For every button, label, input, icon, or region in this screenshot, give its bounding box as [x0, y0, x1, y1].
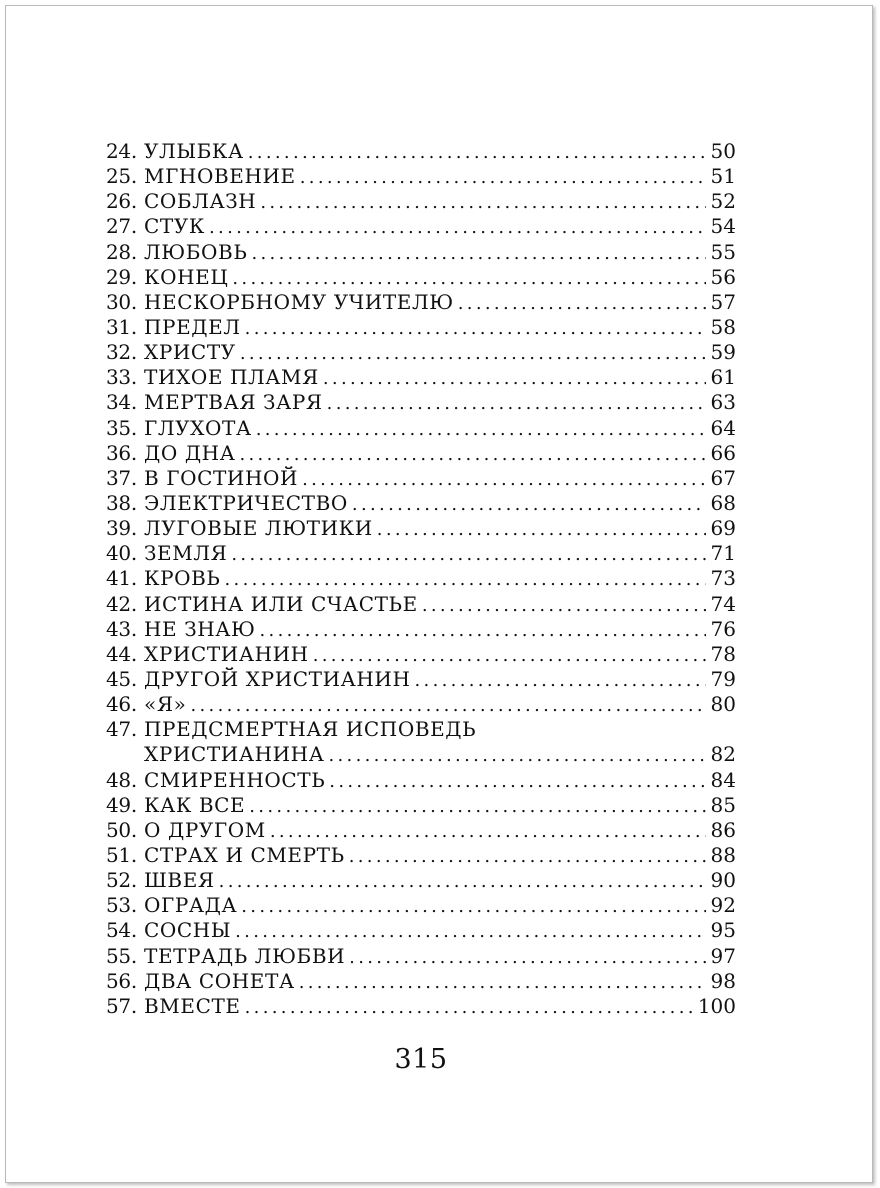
- toc-entry-title: НЕСКОРБНОМУ УЧИТЕЛЮ: [144, 289, 454, 314]
- toc-entry: [106, 944, 736, 969]
- toc-entry-page: 73: [710, 566, 736, 591]
- toc-entry-number: 45.: [106, 666, 137, 691]
- dot-leader: [313, 643, 706, 668]
- toc-entry-page: 66: [710, 440, 736, 465]
- dot-leader: [235, 919, 706, 944]
- toc-entry-number: 48.: [106, 767, 137, 792]
- toc-entry-page: 51: [710, 164, 736, 189]
- dot-leader: [209, 215, 706, 240]
- toc-entry-page: 58: [710, 314, 736, 339]
- toc-entry: [106, 164, 736, 189]
- toc-entry-number: 28.: [106, 239, 137, 264]
- toc-entry: [106, 692, 736, 717]
- dot-leader: [458, 291, 706, 316]
- toc-entry-continuation: [106, 742, 736, 767]
- toc-entry-title-continued: ХРИСТИАНИНА: [144, 742, 325, 767]
- toc-entry-page: 63: [710, 390, 736, 415]
- toc-entry: [106, 491, 736, 516]
- dot-leader: [245, 995, 694, 1020]
- toc-entry: [106, 667, 736, 692]
- toc-entry: [106, 189, 736, 214]
- dot-leader: [241, 894, 706, 919]
- toc-entry-title: ДО ДНА: [144, 440, 236, 465]
- toc-entry-number: 36.: [106, 440, 137, 465]
- dot-leader: [240, 341, 706, 366]
- toc-entry-number: 46.: [106, 692, 137, 717]
- toc-entry-title: СМИРЕННОСТЬ: [144, 767, 326, 792]
- dot-leader: [225, 567, 706, 592]
- toc-entry-page: 79: [710, 666, 736, 691]
- toc-entry-page: 61: [710, 365, 736, 390]
- toc-entry-title: ВМЕСТЕ: [144, 993, 241, 1018]
- dot-leader: [248, 140, 706, 165]
- toc-entry: [106, 818, 736, 843]
- toc-entry-title: ТЕТРАДЬ ЛЮБВИ: [144, 943, 346, 968]
- toc-entry-title: КРОВЬ: [144, 566, 221, 591]
- toc-entry-page: 57: [710, 289, 736, 314]
- toc-entry-title: КОНЕЦ: [144, 264, 229, 289]
- toc-entry: [106, 290, 736, 315]
- dot-leader: [251, 241, 706, 266]
- dot-leader: [260, 190, 706, 215]
- dot-leader: [352, 492, 706, 517]
- toc-entry: [106, 868, 736, 893]
- toc-entry: [106, 994, 736, 1019]
- toc-entry-number: 25.: [106, 164, 137, 189]
- dot-leader: [300, 165, 706, 190]
- toc-entry-number: 54.: [106, 918, 137, 943]
- dot-leader: [349, 945, 706, 970]
- toc-entry-number: 38.: [106, 490, 137, 515]
- dot-leader: [190, 693, 706, 718]
- toc-entry-number: 53.: [106, 893, 137, 918]
- dot-leader: [329, 769, 706, 794]
- toc-entry-page: 59: [710, 340, 736, 365]
- dot-leader: [245, 316, 706, 341]
- toc-entry-title: ЗЕМЛЯ: [144, 541, 228, 566]
- dot-leader: [377, 517, 706, 542]
- toc-entry-page: 98: [710, 968, 736, 993]
- toc-entry-page: 86: [710, 817, 736, 842]
- toc-entry-page: 76: [710, 616, 736, 641]
- dot-leader: [249, 794, 706, 819]
- toc-entry-page: 95: [710, 918, 736, 943]
- toc-entry-page: 100: [697, 993, 736, 1018]
- toc-entry-number: 40.: [106, 541, 137, 566]
- toc-entry: [106, 566, 736, 591]
- toc-entry-number: 49.: [106, 792, 137, 817]
- toc-entry-page: 52: [710, 189, 736, 214]
- dot-leader: [328, 743, 706, 768]
- dot-leader: [256, 417, 706, 442]
- book-page: [5, 5, 873, 1183]
- toc-entry-title: «Я»: [144, 692, 187, 717]
- toc-entry-page: 54: [710, 214, 736, 239]
- toc-entry-page: 55: [710, 239, 736, 264]
- dot-leader: [302, 467, 706, 492]
- toc-entry-number: 39.: [106, 516, 137, 541]
- toc-entry-title: МГНОВЕНИЕ: [144, 164, 296, 189]
- toc-entry-number: 43.: [106, 616, 137, 641]
- dot-leader: [349, 844, 706, 869]
- toc-entry-number: 24.: [106, 139, 137, 163]
- toc-entry-number: 26.: [106, 189, 137, 214]
- toc-entry-number: 31.: [106, 314, 137, 339]
- toc-entry-title: ПРЕДЕЛ: [144, 314, 241, 339]
- toc-entry-title: СТРАХ И СМЕРТЬ: [144, 842, 345, 867]
- toc-entry: [106, 139, 736, 164]
- toc-entry-page: 69: [710, 516, 736, 541]
- toc-entry-page: 74: [710, 591, 736, 616]
- dot-leader: [415, 668, 707, 693]
- toc-entry: [106, 265, 736, 290]
- toc-entry-number: 37.: [106, 465, 137, 490]
- toc-entry-title: ЭЛЕКТРИЧЕСТВО: [144, 490, 348, 515]
- toc-entry-number: 42.: [106, 591, 137, 616]
- toc-entry: [106, 240, 736, 265]
- toc-entry: [106, 214, 736, 239]
- toc-entry-page: 67: [710, 465, 736, 490]
- toc-entry: [106, 717, 736, 742]
- toc-entry: [106, 893, 736, 918]
- toc-entry-number: 41.: [106, 566, 137, 591]
- toc-entry: [106, 793, 736, 818]
- dot-leader: [422, 593, 706, 618]
- toc-entry-page: 56: [710, 264, 736, 289]
- table-of-contents: [106, 139, 736, 1019]
- toc-entry: [106, 365, 736, 390]
- toc-entry-page: 64: [710, 415, 736, 440]
- toc-entry-number: 35.: [106, 415, 137, 440]
- toc-entry: [106, 390, 736, 415]
- toc-entry-page: 92: [710, 893, 736, 918]
- toc-entry-number: 33.: [106, 365, 137, 390]
- toc-entry-title: ХРИСТИАНИН: [144, 641, 309, 666]
- toc-entry-page: 50: [710, 139, 736, 163]
- toc-entry-page: 85: [710, 792, 736, 817]
- dot-leader: [260, 618, 706, 643]
- toc-entry: [106, 315, 736, 340]
- toc-entry-number: 50.: [106, 817, 137, 842]
- toc-entry-number: 30.: [106, 289, 137, 314]
- toc-entry-page: 78: [710, 641, 736, 666]
- toc-entry-page: 80: [710, 692, 736, 717]
- dot-leader: [270, 819, 706, 844]
- toc-entry-title: О ДРУГОМ: [144, 817, 266, 842]
- toc-entry: [106, 969, 736, 994]
- toc-entry-number: 52.: [106, 868, 137, 893]
- toc-entry-title: ИСТИНА ИЛИ СЧАСТЬЕ: [144, 591, 418, 616]
- dot-leader: [323, 366, 706, 391]
- toc-entry-title: ДВА СОНЕТА: [144, 968, 295, 993]
- toc-entry-title: ХРИСТУ: [144, 340, 236, 365]
- toc-entry: [106, 441, 736, 466]
- toc-entry-page: 68: [710, 490, 736, 515]
- toc-entry-page: 88: [710, 842, 736, 867]
- dot-leader: [219, 869, 706, 894]
- dot-leader: [232, 266, 706, 291]
- toc-entry-number: 27.: [106, 214, 137, 239]
- toc-entry-number: 44.: [106, 641, 137, 666]
- toc-entry-number: 47.: [106, 717, 137, 742]
- dot-leader: [231, 542, 706, 567]
- toc-entry-page: 97: [710, 943, 736, 968]
- toc-entry-number: 51.: [106, 842, 137, 867]
- toc-entry-number: 57.: [106, 993, 137, 1018]
- toc-entry-title: СОБЛАЗН: [144, 189, 257, 214]
- toc-entry-title: ПРЕДСМЕРТНАЯ ИСПОВЕДЬ: [144, 717, 477, 742]
- toc-entry: [106, 466, 736, 491]
- toc-entry-title: МЕРТВАЯ ЗАРЯ: [144, 390, 323, 415]
- toc-entry-page: 90: [710, 868, 736, 893]
- toc-entry-title: В ГОСТИНОЙ: [144, 465, 299, 490]
- toc-entry-title: ТИХОЕ ПЛАМЯ: [144, 365, 319, 390]
- toc-entry-title: ШВЕЯ: [144, 868, 215, 893]
- toc-entry: [106, 416, 736, 441]
- toc-entry-title: ДРУГОЙ ХРИСТИАНИН: [144, 666, 411, 691]
- toc-entry-title: ГЛУХОТА: [144, 415, 252, 440]
- toc-entry-title: КАК ВСЕ: [144, 792, 246, 817]
- page-number: 315: [394, 1044, 448, 1075]
- toc-entry: [106, 516, 736, 541]
- toc-entry: [106, 541, 736, 566]
- toc-entry: [106, 843, 736, 868]
- toc-entry-number: 32.: [106, 340, 137, 365]
- toc-entry-number: 56.: [106, 968, 137, 993]
- toc-entry-title: ЛУГОВЫЕ ЛЮТИКИ: [144, 516, 373, 541]
- toc-entry: [106, 617, 736, 642]
- toc-entry-page: 84: [710, 767, 736, 792]
- toc-entry-page: 71: [710, 541, 736, 566]
- dot-leader: [239, 442, 706, 467]
- toc-entry: [106, 340, 736, 365]
- toc-entry-number: 29.: [106, 264, 137, 289]
- toc-entry: [106, 918, 736, 943]
- toc-entry-title: ОГРАДА: [144, 893, 238, 918]
- toc-entry: [106, 642, 736, 667]
- toc-entry-number: 55.: [106, 943, 137, 968]
- toc-entry-title: УЛЫБКА: [144, 139, 244, 163]
- dot-leader: [299, 970, 706, 995]
- toc-entry: [106, 592, 736, 617]
- toc-entry-number: 34.: [106, 390, 137, 415]
- toc-entry: [106, 768, 736, 793]
- toc-entry-title: ЛЮБОВЬ: [144, 239, 248, 264]
- toc-entry-page: 82: [710, 742, 736, 767]
- toc-entry-title: НЕ ЗНАЮ: [144, 616, 256, 641]
- dot-leader: [327, 391, 706, 416]
- toc-entry-title: СОСНЫ: [144, 918, 232, 943]
- toc-entry-title: СТУК: [144, 214, 205, 239]
